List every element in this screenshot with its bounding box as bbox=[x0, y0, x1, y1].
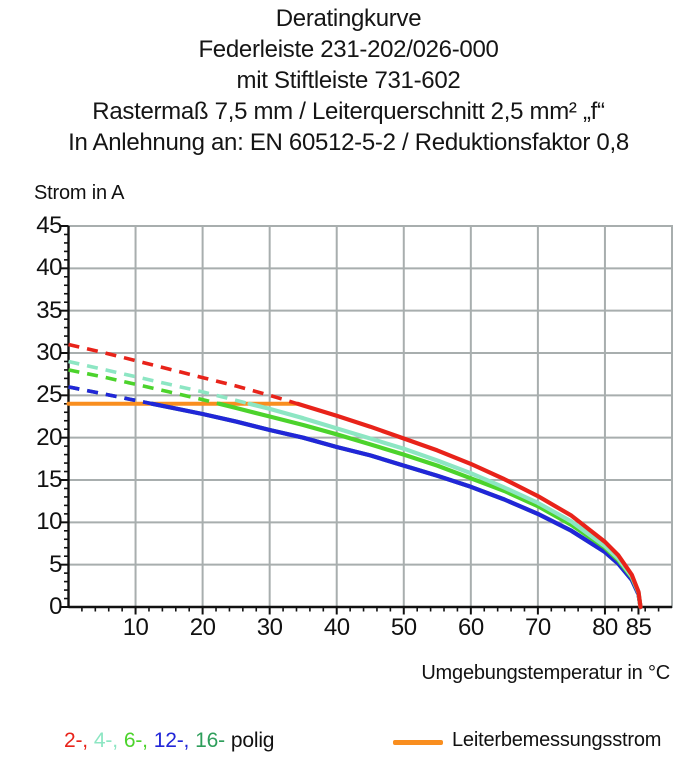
y-tick-label: 25 bbox=[36, 381, 62, 409]
title-line-2: Federleiste 231-202/026-000 bbox=[198, 36, 499, 63]
y-tick-label: 10 bbox=[36, 508, 62, 536]
legend-pole-counts bbox=[64, 729, 274, 753]
title-line-4: Rastermaß 7,5 mm / Leiterquerschnitt 2,5 mm² „f“ bbox=[92, 98, 605, 125]
y-tick-label: 15 bbox=[36, 466, 62, 493]
x-tick-label: 20 bbox=[189, 614, 216, 641]
legend-pole-item: 16- bbox=[195, 729, 225, 752]
x-tick-label: 80 bbox=[592, 614, 618, 641]
y-tick-label: 30 bbox=[36, 339, 62, 366]
title-line-5: In Anlehnung an: EN 60512-5-2 / Reduktionsfaktor 0,8 bbox=[68, 129, 629, 156]
legend-pole-item: 6-, bbox=[123, 729, 148, 752]
x-tick-label: 40 bbox=[323, 614, 350, 641]
y-tick-label: 40 bbox=[36, 254, 62, 282]
y-tick-label: 45 bbox=[36, 212, 62, 239]
x-tick-label: 70 bbox=[525, 614, 551, 641]
legend-pole-item: 12-, bbox=[153, 729, 190, 752]
reference-line-label: Leiterbemessungsstrom bbox=[452, 729, 662, 751]
y-axis-label: Strom in A bbox=[34, 182, 125, 204]
x-tick-label: 50 bbox=[390, 614, 417, 641]
x-tick-label: 30 bbox=[256, 614, 283, 641]
y-tick-label: 20 bbox=[36, 423, 62, 451]
x-tick-label: 10 bbox=[122, 614, 149, 641]
x-tick-label: 60 bbox=[457, 614, 484, 641]
y-tick-label: 5 bbox=[49, 550, 62, 578]
legend-pole-item: 2-, bbox=[64, 729, 88, 752]
title-line-3: mit Stiftleiste 731-602 bbox=[236, 67, 461, 94]
y-tick-label: 0 bbox=[49, 593, 62, 620]
x-axis-label: Umgebungstemperatur in °C bbox=[421, 662, 670, 684]
legend-pole-suffix: polig bbox=[230, 729, 275, 752]
y-tick-label: 35 bbox=[36, 296, 62, 324]
title-line-1: Deratingkurve bbox=[275, 5, 422, 32]
x-tick-label: 85 bbox=[625, 614, 652, 641]
reference-line-swatch bbox=[393, 740, 443, 745]
legend-pole-item: 4-, bbox=[93, 729, 118, 752]
